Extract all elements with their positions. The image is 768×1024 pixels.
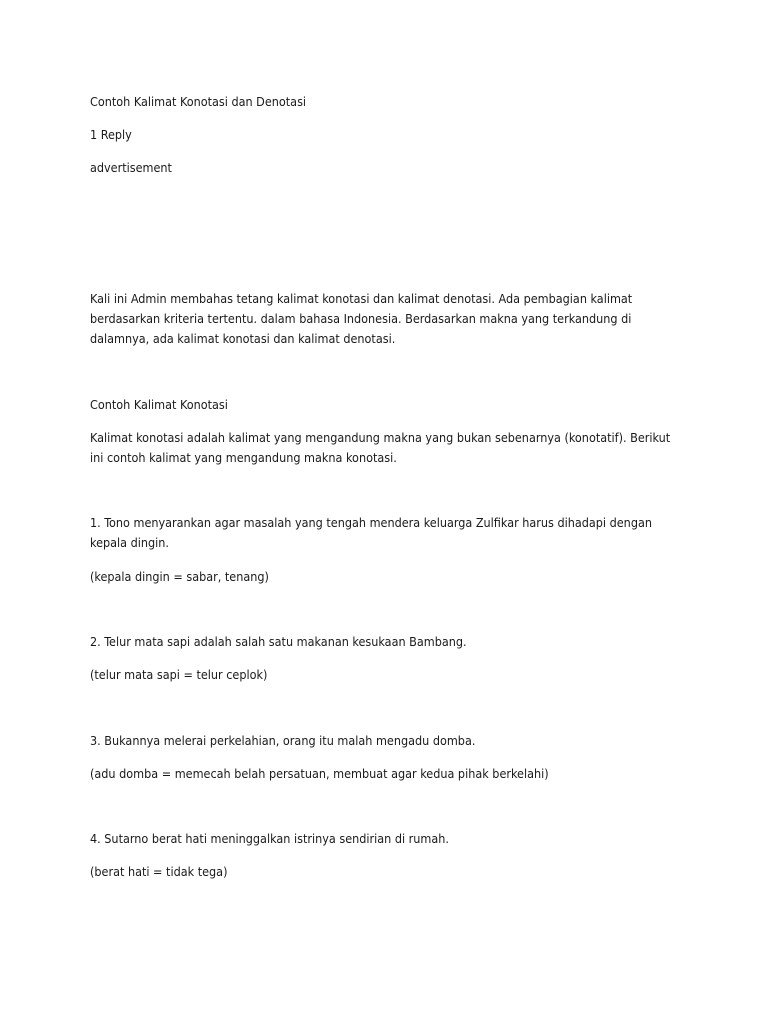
example-2-meaning: (telur mata sapi = telur ceplok) (90, 667, 268, 682)
reply-count-link[interactable]: 1 Reply (90, 127, 132, 142)
section-intro-line-1: Kalimat konotasi adalah kalimat yang mengandung makna yang bukan sebenarnya (konotatif). Berikut (90, 430, 671, 445)
intro-line-3: dalamnya, ada kalimat konotasi dan kalimat denotasi. (90, 331, 396, 346)
example-4-meaning: (berat hati = tidak tega) (90, 864, 228, 879)
intro-line-2: berdasarkan kriteria tertentu. dalam bahasa Indonesia. Berdasarkan makna yang terkandung di (90, 311, 632, 326)
example-1-line-1: 1. Tono menyarankan agar masalah yang tengah mendera keluarga Zulfikar harus dihadapi dengan (90, 515, 652, 530)
section-heading: Contoh Kalimat Konotasi (90, 397, 228, 412)
advertisement-label: advertisement (90, 160, 172, 175)
example-1-meaning: (kepala dingin = sabar, tenang) (90, 569, 269, 584)
document-title: Contoh Kalimat Konotasi dan Denotasi (90, 94, 307, 109)
intro-line-1: Kali ini Admin membahas tetang kalimat konotasi dan kalimat denotasi. Ada pembagian kalimat (90, 291, 633, 306)
example-4-sentence: 4. Sutarno berat hati meninggalkan istrinya sendirian di rumah. (90, 831, 449, 846)
example-1-line-2: kepala dingin. (90, 535, 169, 550)
example-2-sentence: 2. Telur mata sapi adalah salah satu makanan kesukaan Bambang. (90, 634, 467, 649)
example-3-sentence: 3. Bukannya melerai perkelahian, orang itu malah mengadu domba. (90, 733, 476, 748)
section-intro-line-2: ini contoh kalimat yang mengandung makna konotasi. (90, 450, 397, 465)
example-3-meaning: (adu domba = memecah belah persatuan, membuat agar kedua pihak berkelahi) (90, 766, 549, 781)
